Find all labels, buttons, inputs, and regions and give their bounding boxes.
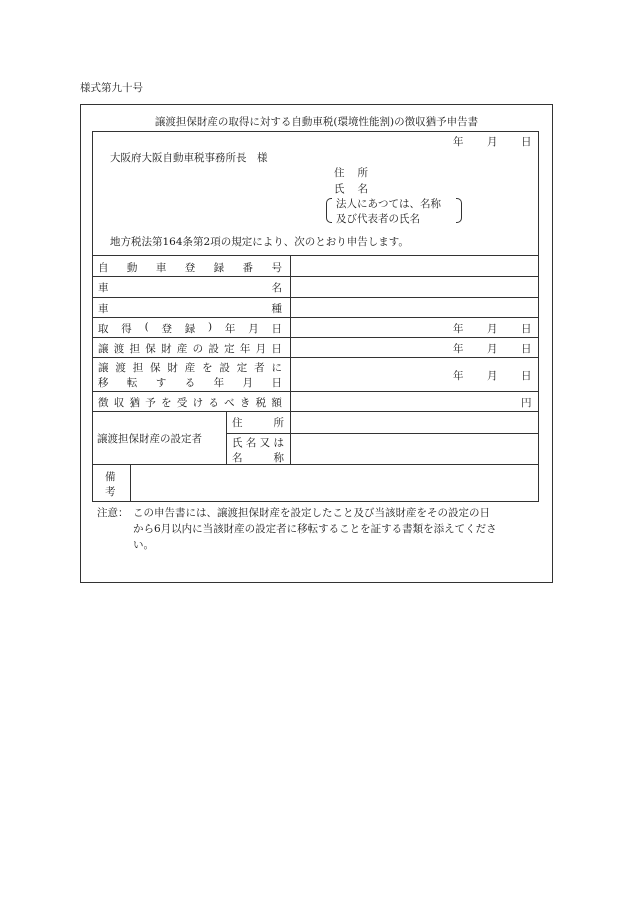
label-setting-date: 譲 渡 担 保 財 産 の 設 定 年 月 日 bbox=[98, 343, 282, 355]
yen-unit: 円 bbox=[521, 397, 532, 409]
form-title: 譲渡担保財産の取得に対する自動車税(環境性能割)の徴収猶予申告書 bbox=[154, 116, 479, 128]
label-deferral-amount: 徴 収 猶 予 を 受 け る べ き 税 額 bbox=[98, 397, 282, 409]
label-remarks-2: 考 bbox=[105, 486, 116, 498]
label-car-name: 車 名 bbox=[98, 282, 282, 294]
declaration-text: 地方税法第164条第2項の規定により、次のとおり申告します。 bbox=[110, 236, 409, 248]
label-car-type: 車 種 bbox=[98, 303, 282, 315]
corp-note-line1: 法人にあつては、名称 bbox=[336, 198, 441, 210]
note-line1: この申告書には、譲渡担保財産を設定したこと及び当該財産をその設定の日 bbox=[133, 507, 490, 519]
label-setter-name2: 名 称 bbox=[232, 452, 284, 464]
header-month: 月 bbox=[487, 136, 498, 148]
label-setter: 譲渡担保財産の設定者 bbox=[97, 433, 202, 445]
corp-note-line2: 及び代表者の氏名 bbox=[336, 213, 420, 225]
label-transfer-line2: 移 転 す る 年 月 日 bbox=[98, 377, 282, 389]
label-transfer-line1: 譲 渡 担 保 財 産 を 設 定 者 に bbox=[98, 362, 282, 374]
header-day: 日 bbox=[521, 136, 532, 148]
label-setter-address: 住 所 bbox=[232, 417, 284, 429]
applicant-address-label: 住 所 bbox=[334, 167, 368, 179]
note-line3: い。 bbox=[133, 539, 154, 551]
addressee: 大阪府大阪自動車税事務所長 様 bbox=[110, 152, 268, 164]
label-setter-name1: 氏 名 又 は bbox=[232, 437, 284, 449]
bracket-right bbox=[456, 198, 462, 223]
label-remarks-1: 備 bbox=[105, 471, 116, 483]
note-label: 注意： bbox=[97, 507, 129, 519]
form-number: 様式第九十号 bbox=[80, 82, 143, 94]
note-line2: から6月以内に当該財産の設定者に移転することを証する書類を添えてくださ bbox=[133, 523, 497, 535]
header-year: 年 bbox=[453, 136, 464, 148]
label-acquisition-date: 取 得 ( 登 録 ) 年 月 日 bbox=[98, 321, 282, 335]
label-registration-number: 自 動 車 登 録 番 号 bbox=[98, 262, 282, 274]
bracket-left bbox=[326, 198, 332, 223]
applicant-name-label: 氏 名 bbox=[334, 183, 368, 195]
